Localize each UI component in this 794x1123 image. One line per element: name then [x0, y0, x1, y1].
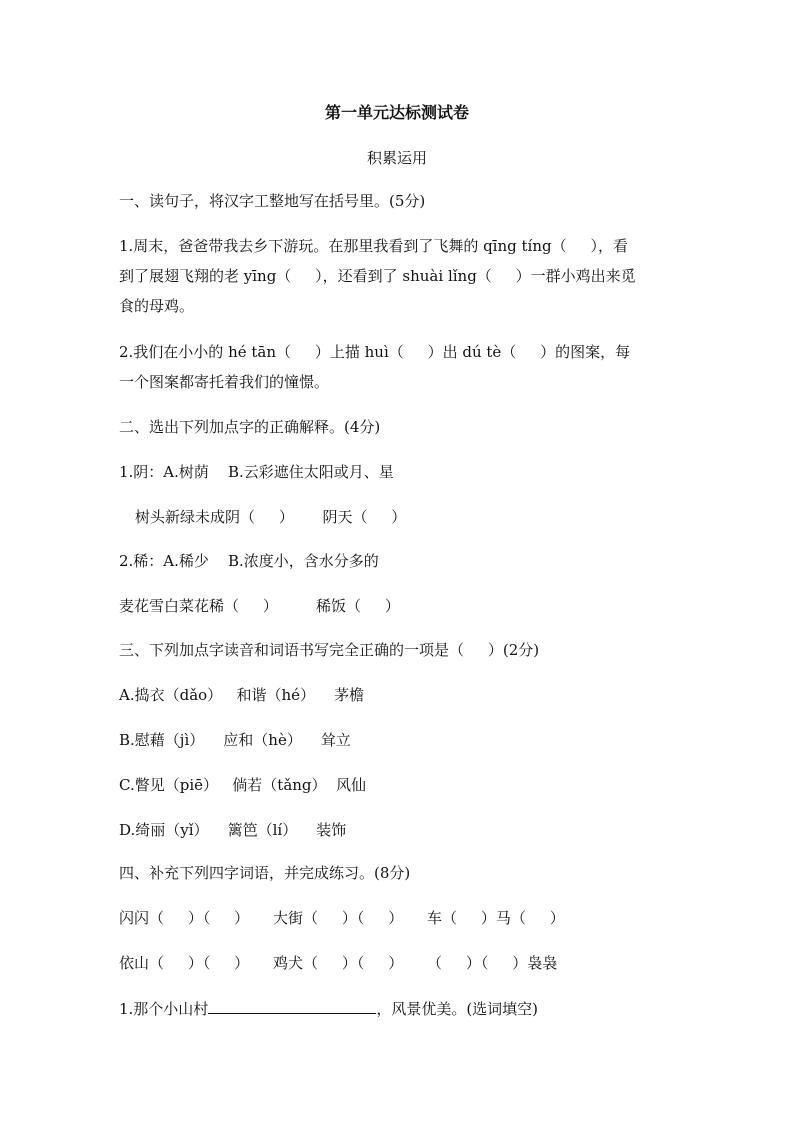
fill-in-blank[interactable]: [208, 997, 376, 1014]
s2-question-2-answers: 麦花雪白菜花稀（ ） 稀饭（ ）: [119, 597, 400, 615]
s4-question-1: [0, 997, 794, 1020]
section-subtitle: 积累运用: [366, 149, 427, 167]
s3-option-a: A.捣衣（dǎo） 和谐（hé） 茅檐: [119, 686, 365, 704]
section-3-heading: 三、下列加点字读音和词语书写完全正确的一项是（ ）(2分): [119, 641, 540, 659]
s2-question-2: 2.稀：A.稀少 B.浓度小，含水分多的: [119, 552, 379, 570]
s1-question-1-line-2: 到了展翅飞翔的老 yīng（ ），还看到了 shuài lǐng（ ）一群小鸡出来觅: [119, 267, 636, 285]
s4-question-1-before: 1.那个小山村: [119, 1000, 209, 1018]
s2-question-1: 1.阴：A.树荫 B.云彩遮住太阳或月、星: [119, 463, 394, 481]
s1-question-2-line-1: 2.我们在小小的 hé tān（ ）上描 huì（ ）出 dú tè（ ）的图案，每: [119, 343, 631, 361]
s1-question-1-line-1: 1.周末，爸爸带我去乡下游玩。在那里我看到了飞舞的 qīng tíng（ ），看: [119, 237, 628, 255]
s1-question-1-line-3: 食的母鸡。: [119, 297, 195, 315]
section-2-heading: 二、选出下列加点字的正确解释。(4分): [119, 418, 381, 436]
s4-question-1-after: ，风景优美。(选词填空): [376, 1000, 539, 1018]
page-title: 第一单元达标测试卷: [324, 103, 469, 122]
s1-question-2-line-2: 一个图案都寄托着我们的憧憬。: [119, 373, 330, 391]
s3-option-b: B.慰藉（jì） 应和（hè） 耸立: [119, 731, 351, 749]
s3-option-c: C.瞥见（piē） 倘若（tǎng） 风仙: [119, 776, 367, 794]
s2-question-1-answers: 树头新绿未成阴（ ） 阴天（ ）: [135, 508, 407, 526]
s4-idiom-row-2: 依山（ ）（ ） 鸡犬（ ）（ ） （ ）（ ）袅袅: [119, 954, 558, 972]
section-1-heading: 一、读句子，将汉字工整地写在括号里。(5分): [119, 192, 426, 210]
s4-idiom-row-1: 闪闪（ ）（ ） 大街（ ）（ ） 车（ ）马（ ）: [119, 909, 565, 927]
section-4-heading: 四、补充下列四字词语，并完成练习。(8分): [119, 864, 411, 882]
s3-option-d: D.绮丽（yǐ） 篱笆（lí） 装饰: [119, 821, 347, 839]
